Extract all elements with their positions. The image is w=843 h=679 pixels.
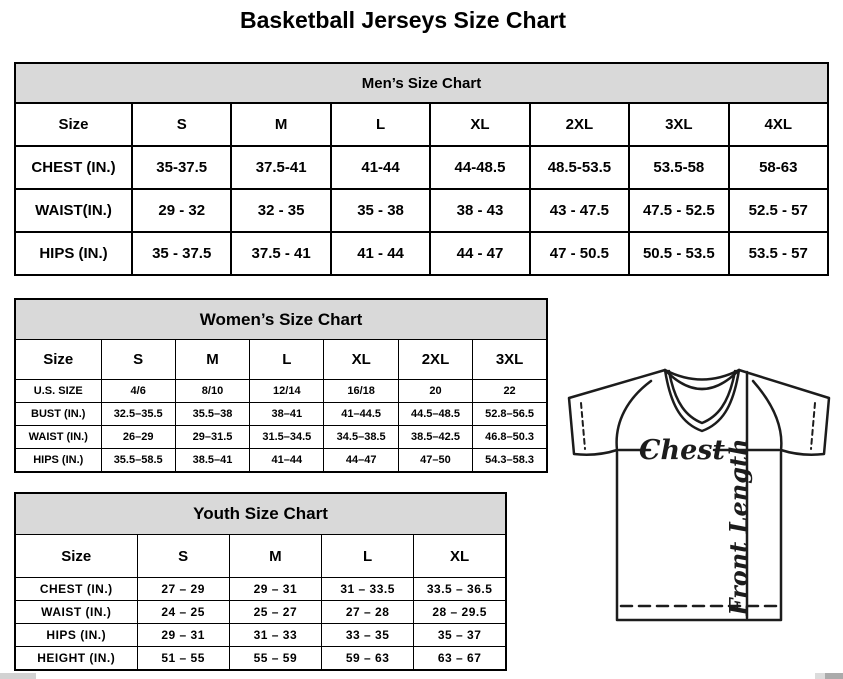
cell: 53.5-58 [629,146,728,189]
cell: 44-48.5 [430,146,529,189]
cell: 41-44 [331,146,430,189]
table-row [15,380,547,403]
col-header: L [331,103,430,146]
col-header: 2XL [398,340,472,380]
cell: 8/10 [175,380,249,403]
womens-size-table [14,298,548,473]
cell: 4/6 [101,380,175,403]
cell: 33 – 35 [322,624,414,647]
cell: 29 – 31 [137,624,229,647]
col-header: XL [324,340,398,380]
col-header: M [229,535,321,578]
cell: 50.5 - 53.5 [629,232,728,275]
cell: 32 - 35 [231,189,330,232]
size-header: Size [15,340,101,380]
youth-size-table [14,492,507,671]
jersey-outline [569,370,829,620]
cell: 12/14 [250,380,324,403]
scrollbar-fragment-right [815,673,843,679]
cell: 29–31.5 [175,426,249,449]
col-header: 3XL [473,340,547,380]
youth-table-title: Youth Size Chart [15,493,506,535]
cell: 44–47 [324,449,398,473]
table-row [15,403,547,426]
armhole-seam-right [753,381,781,450]
cell: 51 – 55 [137,647,229,671]
cell: 24 – 25 [137,601,229,624]
cell: 29 – 31 [229,578,321,601]
cell: 35-37.5 [132,146,231,189]
cell: 54.3–58.3 [473,449,547,473]
cell: 63 – 67 [414,647,506,671]
cell: 47–50 [398,449,472,473]
table-row [15,647,506,671]
row-label: WAIST(IN.) [15,189,132,232]
table-row [15,624,506,647]
table-row [15,601,506,624]
row-label: HIPS (IN.) [15,232,132,275]
cell: 53.5 - 57 [729,232,828,275]
cell: 32.5–35.5 [101,403,175,426]
jersey-measurement-diagram [557,362,839,662]
cell: 29 - 32 [132,189,231,232]
cell: 44.5–48.5 [398,403,472,426]
cell: 37.5-41 [231,146,330,189]
cell: 59 – 63 [322,647,414,671]
table-row [15,146,828,189]
cell: 41 - 44 [331,232,430,275]
cuff-dash-left [581,403,585,449]
cell: 46.8–50.3 [473,426,547,449]
row-label: HEIGHT (IN.) [15,647,137,671]
womens-table-title: Women’s Size Chart [15,299,547,340]
cell: 28 – 29.5 [414,601,506,624]
col-header: S [137,535,229,578]
table-row [15,232,828,275]
row-label: HIPS (IN.) [15,449,101,473]
cell: 37.5 - 41 [231,232,330,275]
row-label: HIPS (IN.) [15,624,137,647]
row-label: BUST (IN.) [15,403,101,426]
row-label: CHEST (IN.) [15,578,137,601]
col-header: S [101,340,175,380]
cell: 35 - 38 [331,189,430,232]
table-row [15,189,828,232]
row-label: WAIST (IN.) [15,426,101,449]
cell: 47.5 - 52.5 [629,189,728,232]
cell: 34.5–38.5 [324,426,398,449]
col-header: L [322,535,414,578]
cell: 55 – 59 [229,647,321,671]
mens-table-title: Men’s Size Chart [15,63,828,103]
row-label: WAIST (IN.) [15,601,137,624]
cell: 44 - 47 [430,232,529,275]
cell: 35 – 37 [414,624,506,647]
col-header: 2XL [530,103,629,146]
cell: 38 - 43 [430,189,529,232]
cell: 31.5–34.5 [250,426,324,449]
cell: 22 [473,380,547,403]
size-header: Size [15,103,132,146]
cell: 35.5–58.5 [101,449,175,473]
chest-label: Chest [639,435,725,466]
col-header: S [132,103,231,146]
cell: 33.5 – 36.5 [414,578,506,601]
col-header: 3XL [629,103,728,146]
col-header: XL [414,535,506,578]
mens-size-table [14,62,829,276]
table-row [15,578,506,601]
cell: 41–44.5 [324,403,398,426]
cell: 47 - 50.5 [530,232,629,275]
cell: 35 - 37.5 [132,232,231,275]
col-header: 4XL [729,103,828,146]
cell: 27 – 29 [137,578,229,601]
cell: 38–41 [250,403,324,426]
cuff-dash-right [811,403,815,449]
cell: 31 – 33.5 [322,578,414,601]
cell: 26–29 [101,426,175,449]
table-row [15,426,547,449]
front-length-label: Front Length [724,438,753,616]
cell: 43 - 47.5 [530,189,629,232]
row-label: U.S. SIZE [15,380,101,403]
cell: 52.8–56.5 [473,403,547,426]
cell: 20 [398,380,472,403]
col-header: M [231,103,330,146]
cell: 48.5-53.5 [530,146,629,189]
cell: 27 – 28 [322,601,414,624]
cell: 41–44 [250,449,324,473]
col-header: M [175,340,249,380]
cell: 25 – 27 [229,601,321,624]
page-title: Basketball Jerseys Size Chart [239,7,566,33]
cell: 31 – 33 [229,624,321,647]
cell: 38.5–41 [175,449,249,473]
cell: 52.5 - 57 [729,189,828,232]
scrollbar-fragment-left [0,673,36,679]
collar-arc-outer [665,370,739,380]
col-header: L [250,340,324,380]
cell: 58-63 [729,146,828,189]
row-label: CHEST (IN.) [15,146,132,189]
col-header: XL [430,103,529,146]
cell: 35.5–38 [175,403,249,426]
cell: 38.5–42.5 [398,426,472,449]
cell: 16/18 [324,380,398,403]
size-header: Size [15,535,137,578]
table-row [15,449,547,473]
